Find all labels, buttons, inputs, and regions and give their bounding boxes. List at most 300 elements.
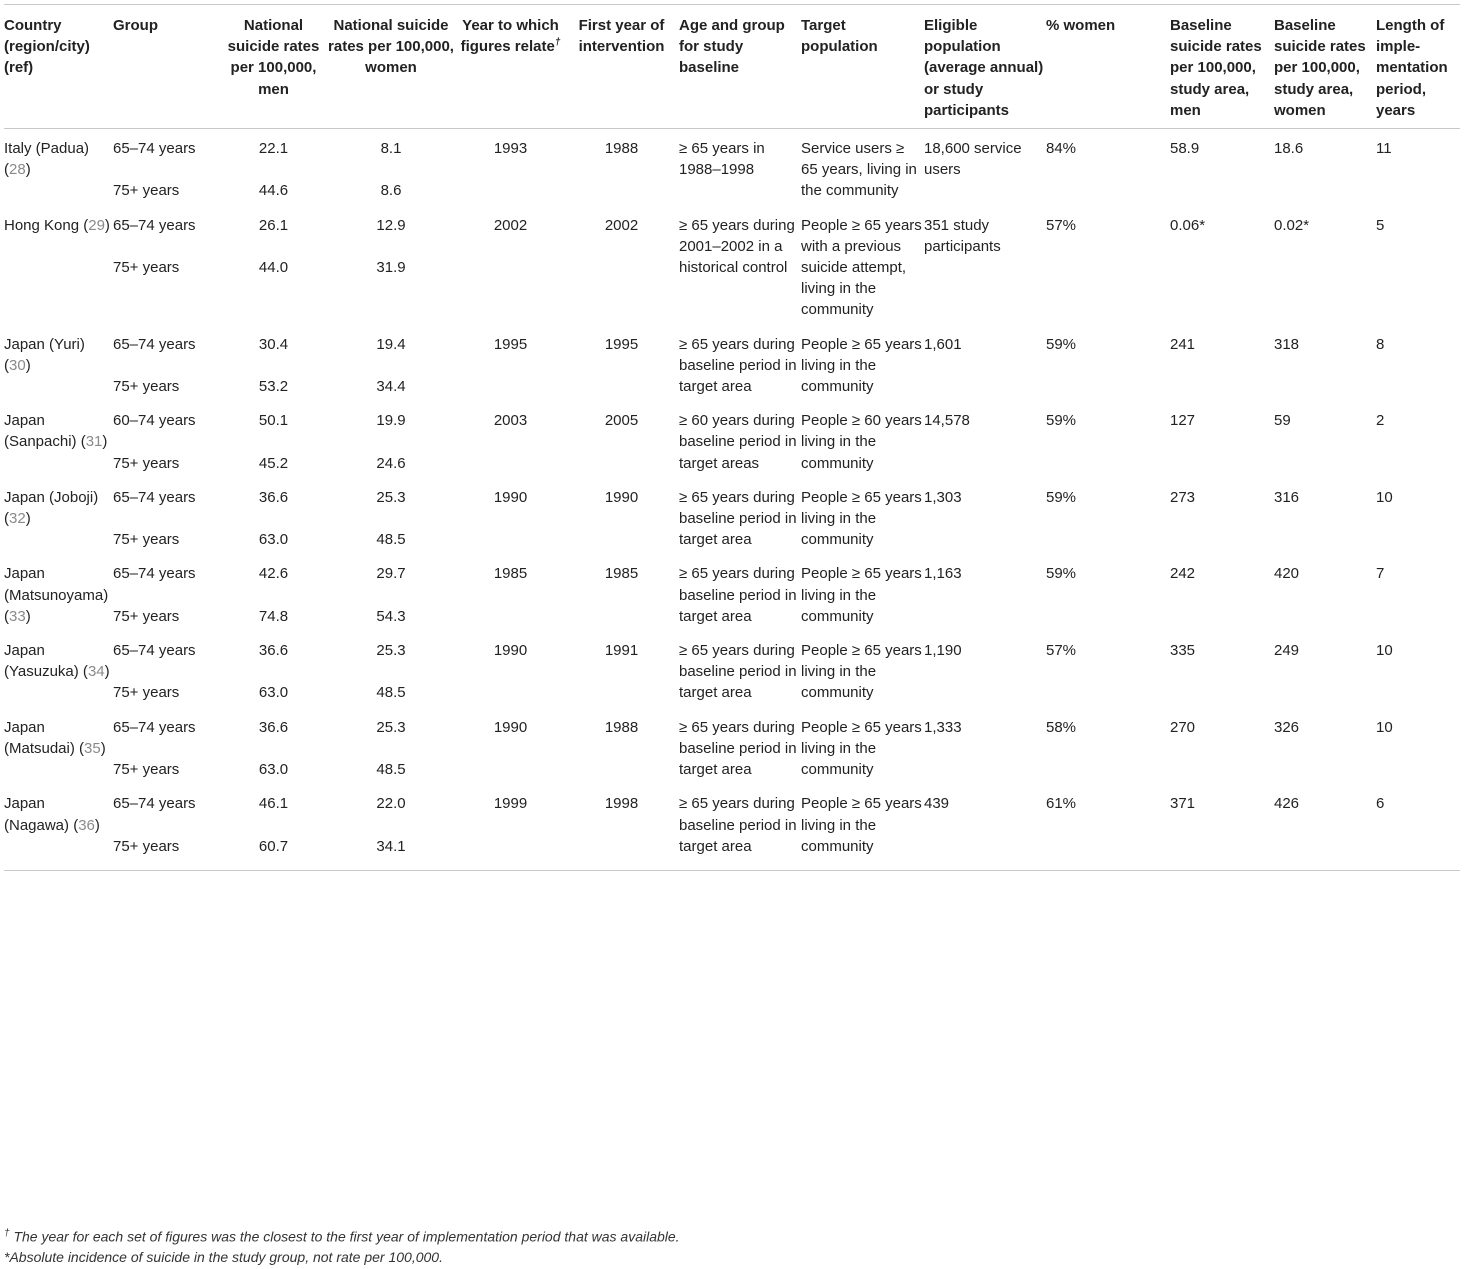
cell-pct-women [1046, 129, 1170, 206]
header-target: Target population [801, 17, 878, 56]
data-table [4, 4, 1460, 871]
first-year: 1988 [604, 718, 639, 736]
header-year-figures [457, 5, 564, 129]
target-population: People ≥ 65 years living in the community [801, 335, 922, 396]
cell-national-women [325, 325, 457, 402]
cell-baseline-men [1170, 206, 1274, 325]
first-year: 1991 [604, 642, 639, 660]
cell-length [1376, 478, 1460, 555]
cell-national-men [222, 401, 325, 478]
cell-year-figures [457, 129, 564, 206]
cell-length [1376, 401, 1460, 478]
header-pct-women: % women [1046, 17, 1116, 34]
group-first: 65–74 years [113, 642, 196, 660]
cell-baseline-men [1170, 631, 1274, 708]
cell-first-year [564, 708, 679, 785]
cell-first-year [564, 206, 679, 325]
cell-national-women [325, 401, 457, 478]
national-women-first: 25.3 [376, 488, 406, 506]
baseline-women: 420 [1274, 565, 1300, 583]
cell-national-men [222, 478, 325, 555]
reference-link[interactable]: 29 [88, 216, 105, 234]
group-first: 65–74 years [113, 488, 196, 506]
cell-age-group [679, 708, 801, 785]
implementation-length: 10 [1376, 642, 1393, 660]
national-men-first: 36.6 [258, 642, 289, 660]
cell-eligible [924, 478, 1046, 555]
table-row [4, 478, 1460, 555]
target-population: People ≥ 65 years living in the community [801, 488, 922, 549]
cell-first-year [564, 325, 679, 402]
pct-women: 59% [1046, 412, 1077, 430]
implementation-length: 10 [1376, 718, 1393, 736]
age-group: ≥ 65 years during baseline period in target area [679, 642, 797, 702]
cell-baseline-women [1274, 708, 1376, 785]
cell-target [801, 325, 924, 402]
cell-baseline-men [1170, 129, 1274, 206]
baseline-women: 326 [1274, 718, 1300, 736]
baseline-women: 18.6 [1274, 140, 1304, 158]
age-group: ≥ 65 years during baseline period in target area [679, 795, 797, 855]
header-age-group: Age and group for study baseline [679, 17, 785, 77]
cell-first-year [564, 478, 679, 555]
cell-year-figures [457, 631, 564, 708]
cell-eligible [924, 631, 1046, 708]
group-second: 75+ years [113, 761, 180, 779]
header-row [4, 5, 1460, 129]
group-first: 65–74 years [113, 565, 196, 583]
table-container [4, 4, 1460, 871]
eligible-population: 1,163 [924, 565, 962, 583]
national-women-first: 22.0 [376, 795, 406, 813]
table-row [4, 401, 1460, 478]
cell-age-group [679, 129, 801, 206]
cell-pct-women [1046, 478, 1170, 555]
national-men-first: 36.6 [258, 718, 289, 736]
eligible-population: 18,600 service users [924, 140, 1022, 179]
cell-national-men [222, 784, 325, 870]
cell-national-women [325, 478, 457, 555]
baseline-men: 273 [1170, 488, 1196, 506]
cell-baseline-men [1170, 478, 1274, 555]
baseline-women: 0.02* [1274, 216, 1310, 234]
eligible-population: 439 [924, 795, 950, 813]
cell-age-group [679, 325, 801, 402]
reference-link[interactable]: 28 [9, 161, 26, 179]
baseline-women: 59 [1274, 412, 1291, 430]
group-first: 60–74 years [113, 412, 196, 430]
national-women-first: 19.9 [376, 412, 406, 430]
baseline-men: 241 [1170, 335, 1196, 353]
cell-eligible [924, 784, 1046, 870]
first-year: 1985 [604, 565, 639, 583]
header-country: Country (region/city) (ref) [4, 17, 90, 77]
cell-baseline-men [1170, 325, 1274, 402]
cell-eligible [924, 554, 1046, 631]
implementation-length: 8 [1376, 335, 1385, 353]
cell-eligible [924, 206, 1046, 325]
cell-baseline-women [1274, 554, 1376, 631]
baseline-men: 58.9 [1170, 140, 1200, 158]
cell-national-men [222, 708, 325, 785]
header-first-year: First year of intervention [578, 17, 665, 56]
table-row [4, 784, 1460, 870]
cell-pct-women [1046, 325, 1170, 402]
baseline-men: 0.06* [1170, 216, 1206, 234]
eligible-population: 1,303 [924, 488, 962, 506]
reference-link[interactable]: 34 [87, 663, 105, 681]
age-group: ≥ 60 years during baseline period in target areas [679, 412, 797, 472]
pct-women: 61% [1046, 795, 1077, 813]
national-women-second: 8.6 [380, 182, 402, 200]
national-men-second: 63.0 [258, 531, 289, 549]
cell-age-group [679, 206, 801, 325]
cell-length [1376, 325, 1460, 402]
national-women-second: 34.4 [376, 378, 406, 396]
header-group: Group [113, 17, 158, 34]
cell-group [113, 325, 222, 402]
national-women-second: 48.5 [376, 531, 406, 549]
national-women-second: 54.3 [376, 607, 406, 625]
age-group: ≥ 65 years during baseline period in target area [679, 488, 797, 549]
cell-national-women [325, 554, 457, 631]
national-men-second: 44.0 [258, 259, 289, 277]
national-women-first: 12.9 [376, 216, 406, 234]
cell-national-women [325, 206, 457, 325]
cell-baseline-men [1170, 784, 1274, 870]
cell-length [1376, 129, 1460, 206]
table-row [4, 129, 1460, 206]
national-women-first: 19.4 [376, 335, 406, 353]
cell-national-men [222, 325, 325, 402]
cell-group [113, 631, 222, 708]
national-men-first: 50.1 [258, 412, 289, 430]
target-population: People ≥ 65 years with a previous suicide attempt, living in the community [801, 216, 922, 319]
cell-baseline-women [1274, 478, 1376, 555]
cell-national-men [222, 631, 325, 708]
target-population: People ≥ 60 years living in the community [801, 412, 922, 472]
cell-national-men [222, 129, 325, 206]
cell-group [113, 708, 222, 785]
reference-link[interactable]: 32 [9, 510, 26, 528]
cell-year-figures [457, 784, 564, 870]
header-baseline-women: Baseline suicide rates per 100,000, study area, women [1274, 17, 1366, 119]
baseline-men: 270 [1170, 718, 1196, 736]
cell-target [801, 554, 924, 631]
cell-first-year [564, 784, 679, 870]
cell-length [1376, 631, 1460, 708]
cell-age-group [679, 631, 801, 708]
reference-link[interactable]: 33 [9, 607, 26, 625]
reference-link[interactable]: 35 [84, 739, 101, 757]
age-group: ≥ 65 years during baseline period in target area [679, 335, 797, 396]
cell-pct-women [1046, 401, 1170, 478]
target-population: People ≥ 65 years living in the community [801, 565, 922, 625]
implementation-length: 5 [1376, 216, 1385, 234]
baseline-men: 127 [1170, 412, 1196, 430]
age-group: ≥ 65 years during baseline period in target area [679, 718, 797, 779]
footnote-asterisk: *Absolute incidence of suicide in the study group, not rate per 100,000. [4, 1249, 443, 1265]
cell-target [801, 784, 924, 870]
eligible-population: 1,601 [924, 335, 962, 353]
cell-length [1376, 206, 1460, 325]
national-women-first: 25.3 [376, 642, 406, 660]
national-women-first: 25.3 [376, 718, 406, 736]
cell-target [801, 708, 924, 785]
age-group: ≥ 65 years during baseline period in target area [679, 565, 797, 625]
cell-group [113, 554, 222, 631]
pct-women: 59% [1046, 565, 1077, 583]
cell-year-figures [457, 325, 564, 402]
national-women-first: 29.7 [376, 565, 406, 583]
first-year: 1998 [604, 795, 639, 813]
first-year: 2005 [604, 412, 639, 430]
cell-national-women [325, 129, 457, 206]
cell-target [801, 206, 924, 325]
national-men-first: 30.4 [258, 335, 289, 353]
first-year: 1988 [604, 140, 639, 158]
national-men-second: 53.2 [258, 378, 289, 396]
header-national-women: National suicide rates per 100,000, women [328, 17, 454, 77]
national-men-second: 74.8 [258, 607, 289, 625]
age-group: ≥ 65 years during 2001–2002 in a historical control [679, 216, 795, 277]
cell-year-figures [457, 401, 564, 478]
cell-country: Japan (Joboji) (32) [4, 488, 99, 528]
header-eligible: Eligible population (average annual) or study participants [924, 17, 1044, 119]
year-figures: 1985 [493, 565, 528, 583]
cell-year-figures [457, 478, 564, 555]
national-women-second: 34.1 [376, 837, 406, 855]
national-men-first: 46.1 [258, 795, 289, 813]
baseline-men: 335 [1170, 642, 1196, 660]
cell-national-men [222, 206, 325, 325]
cell-baseline-men [1170, 554, 1274, 631]
reference-link[interactable]: 36 [78, 816, 95, 834]
group-second: 75+ years [113, 837, 180, 855]
year-figures: 1999 [493, 795, 528, 813]
table-body [4, 129, 1460, 871]
cell-baseline-women [1274, 631, 1376, 708]
table-row [4, 708, 1460, 785]
national-men-second: 63.0 [258, 684, 289, 702]
cell-pct-women [1046, 554, 1170, 631]
national-women-second: 48.5 [376, 684, 406, 702]
country-name: Hong Kong [4, 216, 80, 234]
national-men-second: 63.0 [258, 761, 289, 779]
cell-baseline-men [1170, 401, 1274, 478]
year-figures: 2003 [493, 412, 528, 430]
implementation-length: 7 [1376, 565, 1385, 583]
pct-women: 59% [1046, 488, 1077, 506]
group-first: 65–74 years [113, 140, 196, 158]
reference-link[interactable]: 30 [9, 356, 26, 374]
header-length: Length of imple-mentation period, years [1376, 17, 1448, 119]
cell-age-group [679, 401, 801, 478]
table-row [4, 631, 1460, 708]
cell-country: Japan (Sanpachi) (31) [4, 412, 108, 451]
year-figures: 1990 [493, 488, 528, 506]
cell-year-figures [457, 554, 564, 631]
table-row [4, 554, 1460, 631]
country-name: Japan (Sanpachi) [4, 412, 77, 451]
cell-eligible [924, 708, 1046, 785]
eligible-population: 14,578 [924, 412, 970, 430]
cell-national-men [222, 554, 325, 631]
national-men-first: 36.6 [258, 488, 289, 506]
cell-length [1376, 554, 1460, 631]
target-population: People ≥ 65 years living in the community [801, 642, 922, 702]
group-first: 65–74 years [113, 718, 196, 736]
group-second: 75+ years [113, 531, 180, 549]
cell-country: Italy (Padua) (28) [4, 140, 90, 179]
cell-eligible [924, 129, 1046, 206]
table-row [4, 325, 1460, 402]
cell-baseline-women [1274, 325, 1376, 402]
implementation-length: 11 [1376, 140, 1392, 158]
national-men-second: 45.2 [258, 454, 289, 472]
year-figures: 1990 [493, 642, 528, 660]
national-men-first: 22.1 [258, 140, 289, 158]
pct-women: 57% [1046, 642, 1077, 660]
footnote-dagger [4, 1228, 680, 1245]
footnote-dagger-mark: † [4, 1228, 10, 1239]
pct-women: 84% [1046, 140, 1077, 158]
group-second: 75+ years [113, 607, 180, 625]
cell-first-year [564, 554, 679, 631]
header-national-men: National suicide rates per 100,000, men [227, 17, 320, 98]
country-name: Japan (Yuri) [4, 335, 85, 353]
cell-country: Japan (Matsudai) (35) [4, 718, 106, 757]
implementation-length: 2 [1376, 412, 1385, 430]
table-row [4, 206, 1460, 325]
group-first: 65–74 years [113, 795, 196, 813]
baseline-men: 371 [1170, 795, 1196, 813]
cell-first-year [564, 129, 679, 206]
baseline-women: 318 [1274, 335, 1300, 353]
implementation-length: 6 [1376, 795, 1385, 813]
group-first: 65–74 years [113, 335, 196, 353]
baseline-women: 249 [1274, 642, 1300, 660]
cell-target [801, 401, 924, 478]
cell-eligible [924, 325, 1046, 402]
first-year: 1990 [604, 488, 639, 506]
cell-baseline-women [1274, 206, 1376, 325]
group-second: 75+ years [113, 182, 180, 200]
cell-national-women [325, 631, 457, 708]
age-group: ≥ 65 years in 1988–1998 [679, 140, 765, 179]
cell-age-group [679, 784, 801, 870]
cell-year-figures [457, 206, 564, 325]
cell-pct-women [1046, 631, 1170, 708]
implementation-length: 10 [1376, 488, 1393, 506]
national-women-second: 48.5 [376, 761, 406, 779]
target-population: People ≥ 65 years living in the community [801, 718, 922, 779]
cell-age-group [679, 554, 801, 631]
year-figures: 1995 [493, 335, 528, 353]
cell-first-year [564, 631, 679, 708]
target-population: Service users ≥ 65 years, living in the community [801, 140, 917, 200]
footnote-dagger-text: The year for each set of figures was the closest to the first year of implementation period that was available. [13, 1228, 680, 1245]
cell-eligible [924, 401, 1046, 478]
cell-first-year [564, 401, 679, 478]
cell-group [113, 206, 222, 325]
year-figures: 1993 [493, 140, 528, 158]
national-women-second: 24.6 [376, 454, 406, 472]
cell-baseline-women [1274, 784, 1376, 870]
national-men-second: 60.7 [258, 837, 289, 855]
cell-pct-women [1046, 784, 1170, 870]
target-population: People ≥ 65 years living in the community [801, 795, 922, 855]
cell-national-women [325, 784, 457, 870]
dagger-mark: † [554, 37, 561, 49]
cell-year-figures [457, 708, 564, 785]
cell-baseline-women [1274, 401, 1376, 478]
country-name: Italy (Padua) [4, 140, 90, 158]
cell-country: Japan (Yasuzuka) (34) [4, 642, 110, 681]
eligible-population: 1,190 [924, 642, 962, 660]
national-men-first: 26.1 [258, 216, 289, 234]
eligible-population: 1,333 [924, 718, 962, 736]
year-figures: 1990 [493, 718, 528, 736]
country-name: Japan (Joboji) [4, 488, 99, 506]
cell-length [1376, 784, 1460, 870]
group-second: 75+ years [113, 454, 180, 472]
cell-pct-women [1046, 206, 1170, 325]
baseline-women: 316 [1274, 488, 1300, 506]
cell-country: Japan (Matsunoyama) (33) [4, 565, 109, 625]
baseline-men: 242 [1170, 565, 1196, 583]
eligible-population: 351 study participants [924, 216, 1001, 255]
header-baseline-men: Baseline suicide rates per 100,000, study area, men [1170, 17, 1262, 119]
cell-length [1376, 708, 1460, 785]
cell-target [801, 478, 924, 555]
group-second: 75+ years [113, 378, 180, 396]
first-year: 1995 [604, 335, 639, 353]
national-men-second: 44.6 [258, 182, 289, 200]
pct-women: 57% [1046, 216, 1077, 234]
cell-country: Japan (Nagawa) (36) [4, 795, 100, 834]
reference-link[interactable]: 31 [85, 433, 103, 451]
cell-group [113, 129, 222, 206]
cell-baseline-men [1170, 708, 1274, 785]
cell-national-women [325, 708, 457, 785]
national-men-first: 42.6 [258, 565, 289, 583]
pct-women: 59% [1046, 335, 1077, 353]
country-name: Japan (Matsudai) [4, 718, 75, 757]
cell-country: Hong Kong (29) [4, 216, 110, 234]
cell-pct-women [1046, 708, 1170, 785]
national-women-first: 8.1 [380, 140, 402, 158]
cell-group [113, 478, 222, 555]
cell-group [113, 401, 222, 478]
cell-target [801, 631, 924, 708]
country-name: Japan (Nagawa) [4, 795, 70, 834]
national-women-second: 31.9 [376, 259, 406, 277]
group-second: 75+ years [113, 684, 180, 702]
cell-country: Japan (Yuri) (30) [4, 335, 85, 374]
cell-baseline-women [1274, 129, 1376, 206]
group-second: 75+ years [113, 259, 180, 277]
year-figures: 2002 [493, 216, 528, 234]
cell-group [113, 784, 222, 870]
baseline-women: 426 [1274, 795, 1300, 813]
cell-age-group [679, 478, 801, 555]
cell-target [801, 129, 924, 206]
pct-women: 58% [1046, 718, 1077, 736]
first-year: 2002 [604, 216, 639, 234]
country-name: Japan (Yasuzuka) [4, 642, 79, 681]
group-first: 65–74 years [113, 216, 196, 234]
